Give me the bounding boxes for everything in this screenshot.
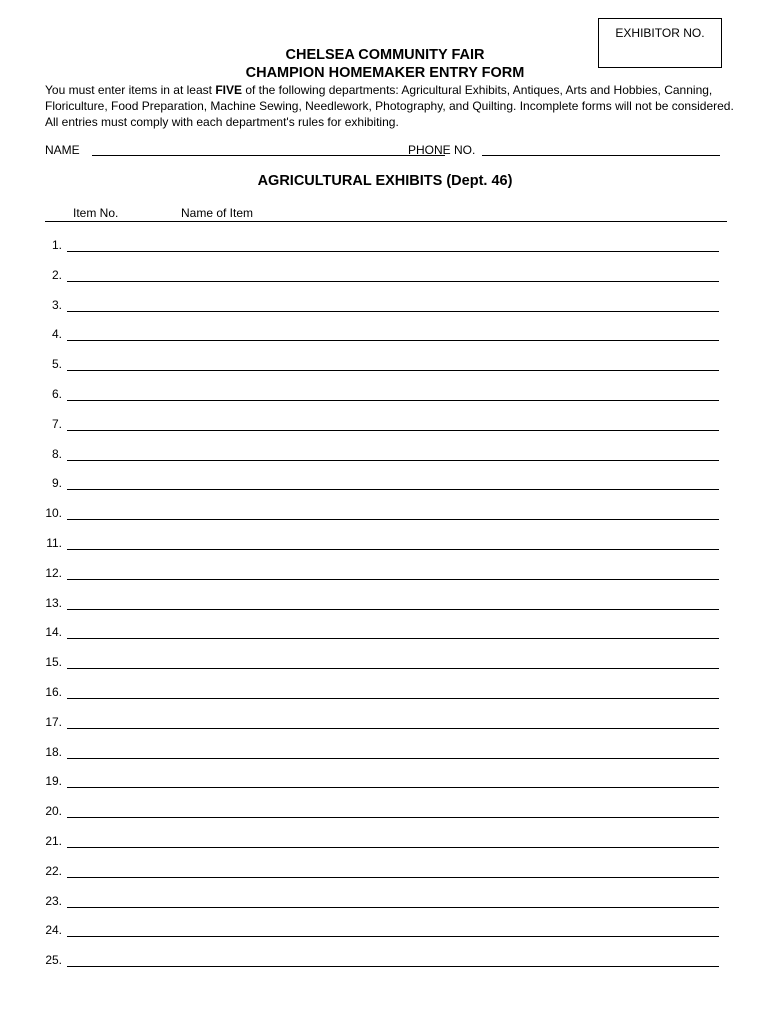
section-title: AGRICULTURAL EXHIBITS (Dept. 46) [257,173,513,189]
item-name-field[interactable] [67,549,719,550]
item-number: 8. [51,446,62,461]
item-number: 22. [45,863,62,878]
name-label: NAME [45,143,80,157]
form-title-fair: CHELSEA COMMUNITY FAIR [285,47,485,63]
list-item [0,235,770,265]
list-item [0,593,770,623]
list-item [0,384,770,414]
item-name-field[interactable] [67,787,719,788]
list-item [0,622,770,652]
item-number: 23. [45,893,62,908]
list-item [0,414,770,444]
list-item [0,295,770,325]
item-number: 3. [51,297,62,312]
list-item [0,771,770,801]
item-name-field[interactable] [67,430,719,431]
list-item [0,861,770,891]
item-name-field[interactable] [67,340,719,341]
instructions-after: of the following departments: Agricultural Exhibits, Antiques, Arts and Hobbies, Canning, Floriculture, Food Preparation, Machine Sewing, Needlework, Photography, and Quilting. Incomplete forms will not be considered. All entries must comply with each department's rules for exhibiting. [45,83,734,129]
item-name-field[interactable] [67,728,719,729]
item-number: 6. [51,386,62,401]
column-header-name-of-item: Name of Item [181,206,254,220]
list-item [0,712,770,742]
item-name-field[interactable] [67,966,719,967]
item-name-field[interactable] [67,370,719,371]
list-item [0,563,770,593]
list-item [0,503,770,533]
item-number: 1. [51,238,62,252]
item-name-field[interactable] [67,877,719,878]
list-item [0,801,770,831]
item-number: 7. [51,416,62,431]
item-name-field[interactable] [67,609,719,610]
item-number: 17. [45,714,62,729]
item-name-field[interactable] [67,519,719,520]
item-number: 21. [45,833,62,848]
item-entry-list [0,235,770,980]
list-item [0,533,770,563]
item-name-field[interactable] [67,281,719,282]
list-item [0,891,770,921]
item-name-field[interactable] [67,936,719,937]
item-name-field[interactable] [67,311,719,312]
item-name-field[interactable] [67,251,719,252]
item-name-field[interactable] [67,698,719,699]
item-number: 2. [51,267,62,282]
item-number: 11. [46,535,62,550]
list-item [0,444,770,474]
instructions-before: You must enter items in at least [45,83,216,97]
list-item [0,682,770,712]
item-number: 9. [51,476,62,491]
list-item [0,265,770,295]
column-header-item-no: Item No. [73,206,119,220]
instructions-paragraph [45,82,735,130]
item-name-field[interactable] [67,579,719,580]
item-number: 10. [45,506,62,521]
phone-label: PHONE NO. [408,143,476,157]
contact-row [45,141,725,161]
item-number: 18. [45,744,62,759]
item-name-field[interactable] [67,758,719,759]
list-item [0,324,770,354]
exhibitor-number-label: EXHIBITOR NO. [615,26,705,40]
list-item [0,831,770,861]
list-item [0,473,770,503]
item-number: 19. [45,774,62,789]
list-item [0,652,770,682]
item-number: 16. [45,684,62,699]
item-number: 24. [45,923,62,938]
list-item [0,950,770,980]
item-name-field[interactable] [67,638,719,639]
list-item [0,920,770,950]
header-divider [45,221,727,222]
item-number: 13. [45,595,62,610]
item-number: 15. [45,655,62,670]
form-title-entry: CHAMPION HOMEMAKER ENTRY FORM [245,65,525,81]
item-name-field[interactable] [67,668,719,669]
item-number: 20. [45,804,62,819]
item-number: 14. [45,625,62,640]
list-item [0,742,770,772]
item-name-field[interactable] [67,907,719,908]
item-number: 12. [45,565,62,580]
item-name-field[interactable] [67,400,719,401]
item-name-field[interactable] [67,847,719,848]
item-number: 5. [51,357,62,372]
item-number: 4. [51,327,62,342]
name-field[interactable] [92,155,445,156]
item-name-field[interactable] [67,460,719,461]
item-number: 25. [45,953,62,968]
phone-field[interactable] [482,155,720,156]
item-name-field[interactable] [67,817,719,818]
instructions-emphasis: FIVE [215,83,242,97]
list-item [0,354,770,384]
item-name-field[interactable] [67,489,719,490]
